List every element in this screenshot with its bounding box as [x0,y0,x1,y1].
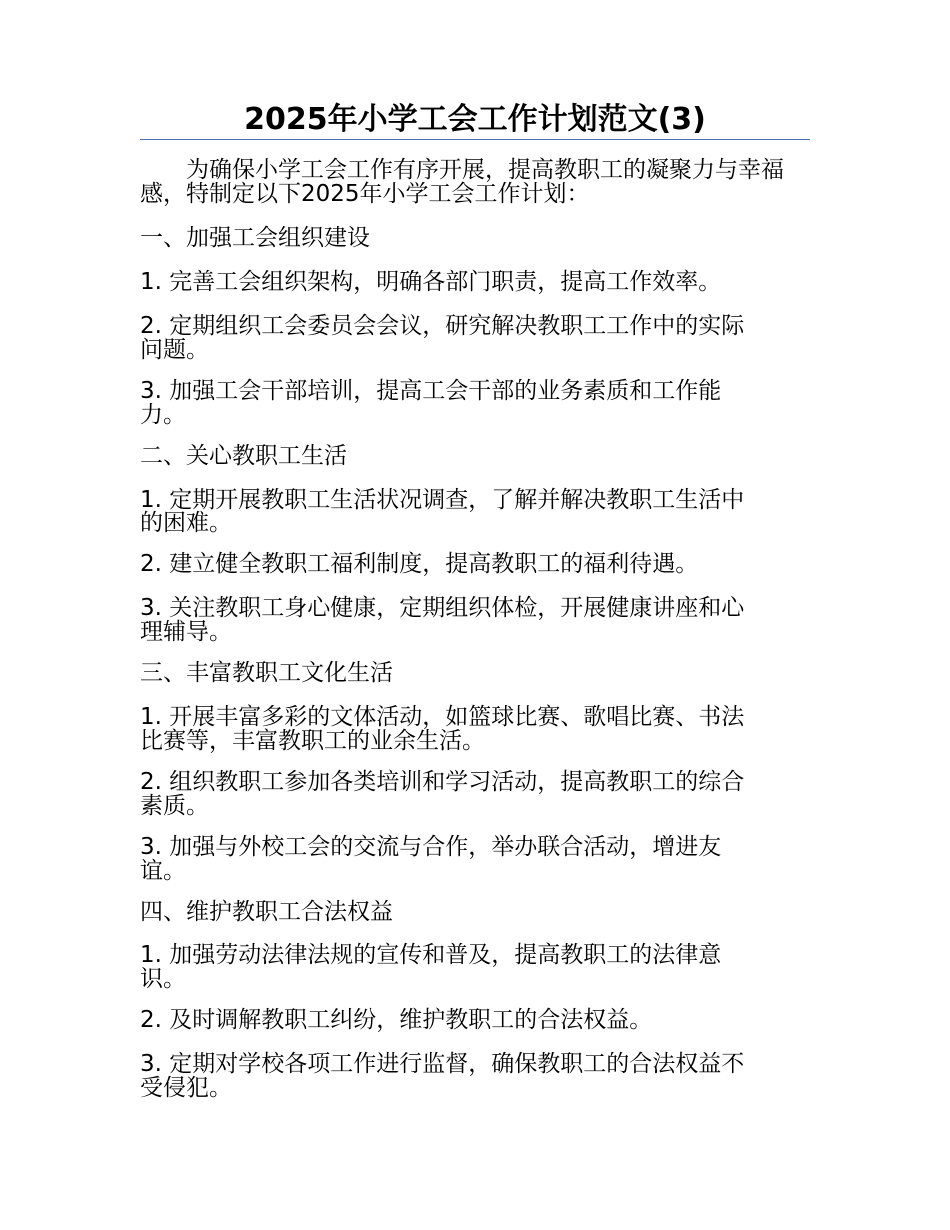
list-item-2-3-line-2: 理辅导。 [140,619,232,645]
list-item-4-3-line-2: 受侵犯。 [140,1075,232,1101]
list-item-2-1-line-1: 1. 定期开展教职工生活状况调查，了解并解决教职工生活中 [140,487,745,513]
title-underline [140,139,810,140]
list-item-4-2-line-1: 2. 及时调解教职工纠纷，维护教职工的合法权益。 [140,1007,653,1033]
list-item-1-3-line-2: 力。 [140,402,186,428]
intro-paragraph: 为确保小学工会工作有序开展，提高教职工的凝聚力与幸福感，特制定以下2025年小学工会工作计划： [140,157,784,207]
list-item-4-1-line-2: 识。 [140,966,186,992]
list-item-3-3-line-1: 3. 加强与外校工会的交流与合作，举办联合活动，增进友 [140,834,722,860]
list-item-4-1-line-1: 1. 加强劳动法律法规的宣传和普及，提高教职工的法律意 [140,942,722,968]
list-item-1-2-line-2: 问题。 [140,337,209,363]
section-heading-3: 三、丰富教职工文化生活 [140,660,393,686]
list-item-3-1-line-2: 比赛等，丰富教职工的业余生活。 [140,728,485,754]
list-item-2-3-line-1: 3. 关注教职工身心健康，定期组织体检，开展健康讲座和心 [140,595,745,621]
list-item-1-2-line-1: 2. 定期组织工会委员会会议，研究解决教职工工作中的实际 [140,313,745,339]
list-item-2-2-line-1: 2. 建立健全教职工福利制度，提高教职工的福利待遇。 [140,551,699,577]
list-item-2-1-line-2: 的困难。 [140,510,232,536]
list-item-3-2-line-2: 素质。 [140,793,209,819]
list-item-3-3-line-2: 谊。 [140,858,186,884]
section-heading-1: 一、加强工会组织建设 [140,225,370,251]
list-item-1-3-line-1: 3. 加强工会干部培训，提高工会干部的业务素质和工作能 [140,378,722,404]
list-item-3-1-line-1: 1. 开展丰富多彩的文体活动，如篮球比赛、歌唱比赛、书法 [140,704,745,730]
list-item-3-2-line-1: 2. 组织教职工参加各类培训和学习活动，提高教职工的综合 [140,769,745,795]
document-title: 2025年小学工会工作计划范文(3) [244,102,706,137]
section-heading-2: 二、关心教职工生活 [140,443,347,469]
section-heading-4: 四、维护教职工合法权益 [140,899,393,925]
list-item-4-3-line-1: 3. 定期对学校各项工作进行监督，确保教职工的合法权益不 [140,1051,745,1077]
list-item-1-1-line-1: 1. 完善工会组织架构，明确各部门职责，提高工作效率。 [140,269,722,295]
